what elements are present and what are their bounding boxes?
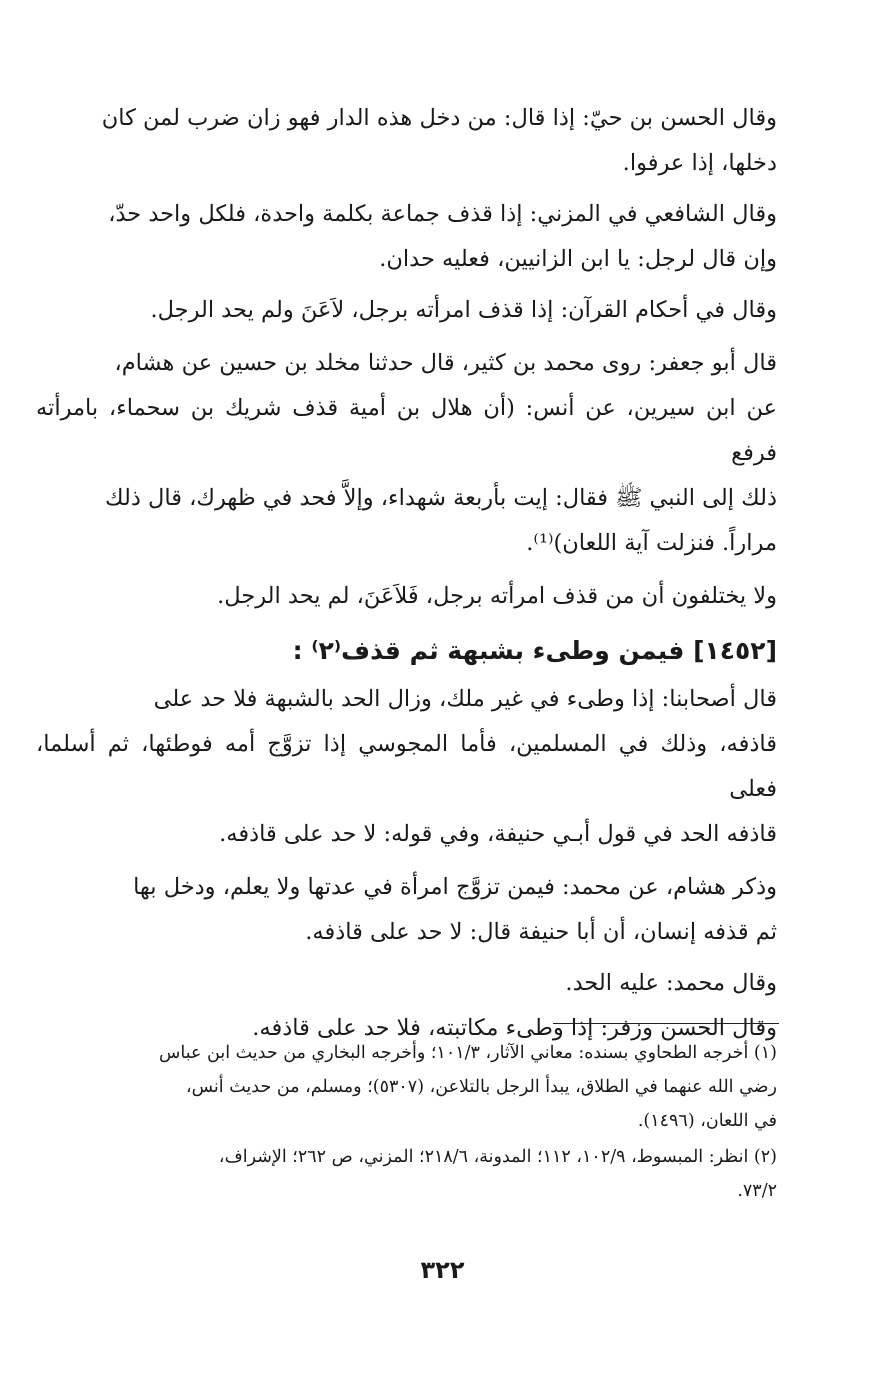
paragraph-shafii-muzani: وقال الشافعي في المزني: إذا قذف جماعة بكلمة واحدة، فلكل واحد حدّ، وإن قال لرجل: يا ابن الزانيين، فعليه حدان. bbox=[108, 201, 777, 272]
section-heading: [١٤٥٢] فيمن وطىء بشبهة ثم قذف⁽٢⁾ : bbox=[292, 636, 777, 665]
footnote-1: (١) أخرجه الطحاوي بسنده: معاني الآثار، ١٠١/٣؛ وأخرجه البخاري من حديث ابن عباس رضي الله عنهما في الطلاق، يبدأ الرجل بالتلاعن، (٥٣٠٧)؛ ومسلم، من حديث أنس، في اللعان، (١٤٩٦). bbox=[159, 1043, 777, 1131]
paragraph-abu-jafar-hadith: قال أبو جعفر: روى محمد بن كثير، قال حدثنا مخلد بن حسين عن هشام، عن ابن سيرين، عن أنس: (أن هلال بن أمية قذف شريك بن سحماء، بامرأته فرفع ذلك إلى النبي ﷺ فقال: إيت بأربعة شهداء، وإلاَّ فحد في ظهرك، قال ذلك مراراً. فنزلت آية اللعان)⁽¹⁾. bbox=[36, 350, 777, 556]
paragraph-la-yakhtalifun: ولا يختلفون أن من قذف امرأته برجل، فَلاَعَنَ، لم يحد الرجل. bbox=[217, 583, 777, 609]
paragraph-muhammad: وقال محمد: عليه الحد. bbox=[565, 970, 777, 996]
footnote-2: (٢) انظر: المبسوط، ١٠٢/٩، ١١٢؛ المدونة، ٢١٨/٦؛ المزني، ص ٢٦٢؛ الإشراف، ٧٣/٢. bbox=[218, 1147, 777, 1201]
paragraph-hasan-bin-hayy: وقال الحسن بن حيّ: إذا قال: من دخل هذه الدار فهو زان ضرب لمن كان دخلها، إذا عرفوا. bbox=[101, 105, 777, 176]
main-text bbox=[36, 96, 777, 1051]
paragraph-ahkam-quran: وقال في أحكام القرآن: إذا قذف امرأته برجل، لاَعَنَ ولم يحد الرجل. bbox=[150, 297, 777, 323]
footnotes bbox=[36, 1036, 777, 1210]
page-number: ٣٢٢ bbox=[420, 1256, 465, 1284]
paragraph-hisham: وذكر هشام، عن محمد: فيمن تزوَّج امرأة في عدتها ولا يعلم، ودخل بها ثم قذفه إنسان، أن أبا حنيفة قال: لا حد على قاذفه. bbox=[133, 874, 777, 945]
footnote-divider bbox=[553, 1023, 779, 1024]
paragraph-ashabuna: قال أصحابنا: إذا وطىء في غير ملك، وزال الحد بالشبهة فلا حد على قاذفه، وذلك في المسلمين، فأما المجوسي إذا تزوَّج أمه فوطئها، ثم أسلما، فعلى قاذفه الحد في قول أبـي حنيفة، وفي قوله: لا حد على قاذفه. bbox=[36, 686, 777, 847]
paragraph-hasan-zufar: وقال الحسن وزفر: إذا وطىء مكاتبته، فلا حد على قاذفه. bbox=[252, 1015, 777, 1041]
